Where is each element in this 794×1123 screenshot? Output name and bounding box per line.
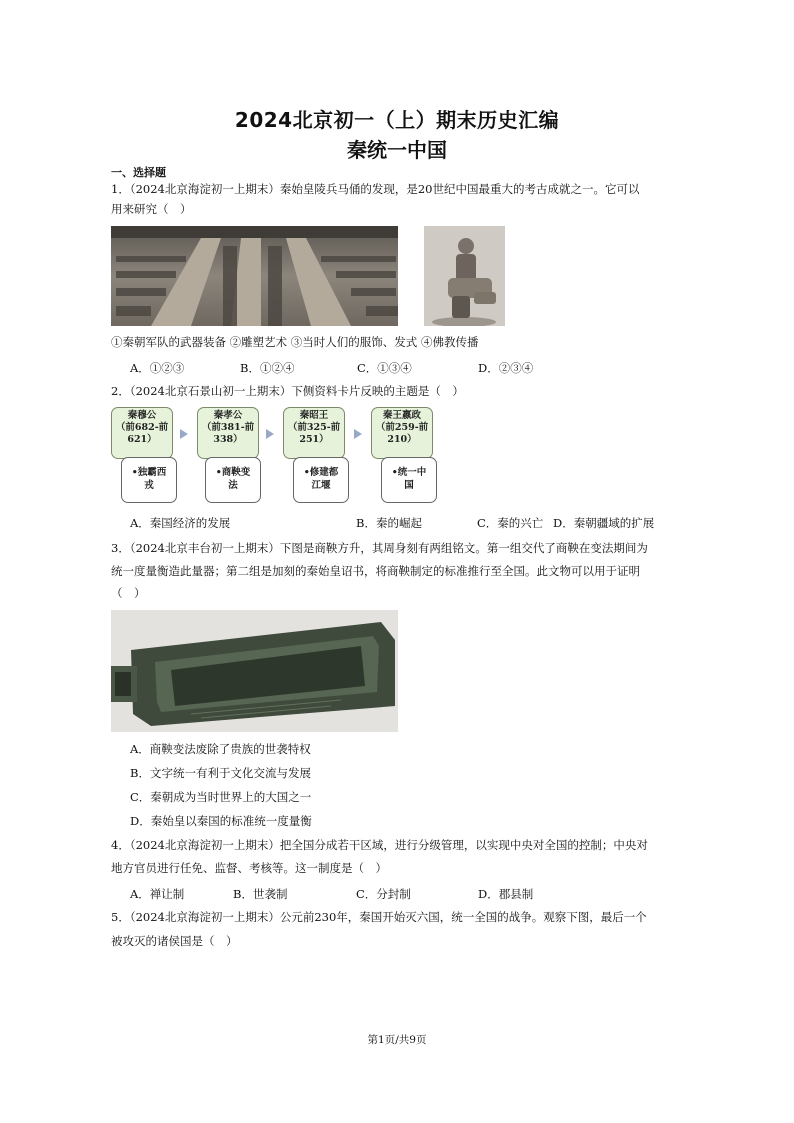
q3-option-d[interactable]: D．秦始皇以秦国的标准统一度量衡: [130, 814, 312, 828]
arrow-right-icon: [266, 429, 274, 439]
section-heading: 一、选择题: [111, 166, 166, 179]
q3-option-b[interactable]: B．文字统一有利于文化交流与发展: [130, 766, 311, 780]
q4-stem-line1: 4．（2024北京海淀初一上期末）把全国分成若干区域，进行分级管理，以实现中央对全国的控制；中央对: [111, 838, 648, 852]
q2-stem: 2．（2024北京石景山初一上期末）下侧资料卡片反映的主题是（ ）: [111, 384, 464, 398]
resource-cards: [111, 407, 441, 507]
q3-option-a[interactable]: A．商鞅变法废除了贵族的世袭特权: [130, 742, 311, 756]
q4-option-d[interactable]: D．郡县制: [478, 887, 534, 901]
page-title: 2024北京初一（上）期末历史汇编: [234, 108, 560, 132]
q2-option-c[interactable]: C．秦的兴亡: [477, 516, 544, 530]
q1-option-b[interactable]: B．①②④: [240, 361, 295, 375]
q3-stem-line1: 3．（2024北京丰台初一上期末）下图是商鞅方升，其周身刻有两组铭文。第一组交代了商鞅在变法期间为: [111, 541, 648, 555]
q3-stem-line2: 统一度量衡造此量器；第二组是加刻的秦始皇诏书，将商鞅制定的标准推行至全国。此文物可以用于证明: [111, 564, 640, 578]
card-qin-yingzheng: 秦王嬴政 （前259-前 210）: [371, 407, 433, 459]
card-qin-zhaowang: 秦昭王 （前325-前 251）: [283, 407, 345, 459]
q1-items: ①秦朝军队的武器装备 ②雕塑艺术 ③当时人们的服饰、发式 ④佛教传播: [111, 335, 479, 349]
q1-option-a[interactable]: A．①②③: [130, 361, 185, 375]
q4-stem-line2: 地方官员进行任免、监督、考核等。这一制度是（ ）: [111, 861, 387, 875]
q5-stem-line1: 5．（2024北京海淀初一上期末）公元前230年，秦国开始灭六国，统一全国的战争。观察下图，最后一个: [111, 910, 647, 924]
q3-option-c[interactable]: C．秦朝成为当时世界上的大国之一: [130, 790, 312, 804]
card-qin-mugong-event: •独霸西 戎: [121, 457, 177, 503]
card-qin-zhaowang-event: •修建都 江堰: [293, 457, 349, 503]
arrow-right-icon: [354, 429, 362, 439]
q1-option-c[interactable]: C．①③④: [357, 361, 412, 375]
page-footer: 第1页/共9页: [367, 1034, 427, 1046]
q1-stem-line1: 1．（2024北京海淀初一上期末）秦始皇陵兵马俑的发现，是20世纪中国最重大的考古成就之一。它可以: [111, 182, 640, 196]
q4-option-b[interactable]: B．世袭制: [233, 887, 288, 901]
card-qin-xiaogong-event: •商鞅变 法: [205, 457, 261, 503]
terracotta-army-photo: [111, 226, 398, 326]
q4-option-c[interactable]: C．分封制: [356, 887, 411, 901]
shang-yang-measure-photo: [111, 610, 398, 732]
q4-option-a[interactable]: A．禅让制: [130, 887, 185, 901]
card-qin-xiaogong: 秦孝公 （前381-前 338）: [197, 407, 259, 459]
q2-option-b[interactable]: B．秦的崛起: [356, 516, 422, 530]
q1-option-d[interactable]: D．②③④: [478, 361, 534, 375]
card-qin-yingzheng-event: •统一中 国: [381, 457, 437, 503]
q2-option-a[interactable]: A．秦国经济的发展: [130, 516, 231, 530]
q5-stem-line2: 被攻灭的诸侯国是（ ）: [111, 934, 238, 948]
q1-stem-line2: 用来研究（ ）: [111, 202, 192, 216]
arrow-right-icon: [180, 429, 188, 439]
q3-stem-line3: （ ）: [111, 586, 146, 600]
card-qin-mugong: 秦穆公 （前682-前 621）: [111, 407, 173, 459]
kneeling-archer-photo: [424, 226, 505, 326]
page-subtitle: 秦统一中国: [347, 138, 447, 162]
q2-option-d[interactable]: D．秦朝疆域的扩展: [553, 516, 655, 530]
